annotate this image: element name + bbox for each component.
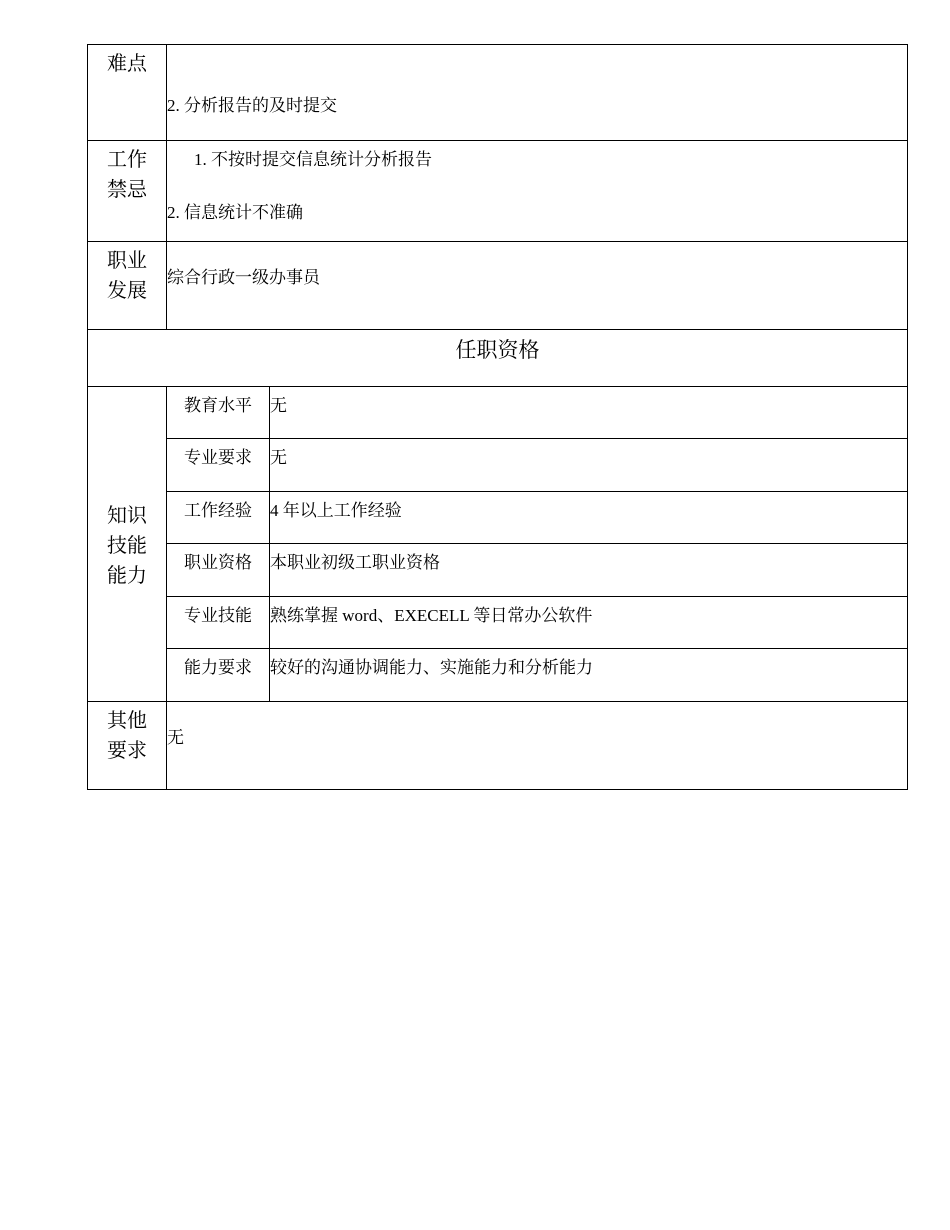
qualification-label: 能力要求 (167, 649, 270, 702)
taboo-content (167, 141, 908, 242)
qualification-value: 较好的沟通协调能力、实施能力和分析能力 (270, 649, 908, 702)
qualification-row (88, 649, 908, 702)
other-content (167, 702, 908, 790)
difficulty-content (167, 45, 908, 141)
taboo-item: 1. 不按时提交信息统计分析报告 (194, 150, 432, 169)
qualification-label: 职业资格 (167, 544, 270, 597)
qualification-value: 4 年以上工作经验 (270, 492, 908, 544)
taboo-item: 2. 信息统计不准确 (167, 203, 303, 222)
qualification-row (88, 439, 908, 492)
qualification-label: 教育水平 (167, 387, 270, 439)
difficulty-row (88, 45, 908, 141)
other-row (88, 702, 908, 790)
knowledge-skill-ability-label: 知识 技能 能力 (88, 387, 167, 702)
qualification-row (88, 387, 908, 439)
other-label: 其他 要求 (88, 702, 167, 790)
qualification-value: 本职业初级工职业资格 (270, 544, 908, 597)
career-row (88, 242, 908, 330)
career-text: 综合行政一级办事员 (167, 268, 320, 287)
taboo-row (88, 141, 908, 242)
qualification-row (88, 597, 908, 649)
qualification-row (88, 544, 908, 597)
qualification-value: 无 (270, 387, 908, 439)
difficulty-line: 2. 分析报告的及时提交 (167, 96, 337, 115)
section-title: 任职资格 (88, 330, 908, 387)
qualification-value: 无 (270, 439, 908, 492)
qualifications-header-row (88, 330, 908, 387)
job-description-table (87, 44, 908, 790)
taboo-label: 工作 禁忌 (88, 141, 167, 242)
qualification-label: 工作经验 (167, 492, 270, 544)
qualification-label: 专业技能 (167, 597, 270, 649)
qualification-label: 专业要求 (167, 439, 270, 492)
career-content (167, 242, 908, 330)
career-label: 职业 发展 (88, 242, 167, 330)
other-text: 无 (167, 728, 184, 747)
qualification-value: 熟练掌握 word、EXECELL 等日常办公软件 (270, 597, 908, 649)
qualification-row (88, 492, 908, 544)
difficulty-label: 难点 (88, 45, 167, 141)
